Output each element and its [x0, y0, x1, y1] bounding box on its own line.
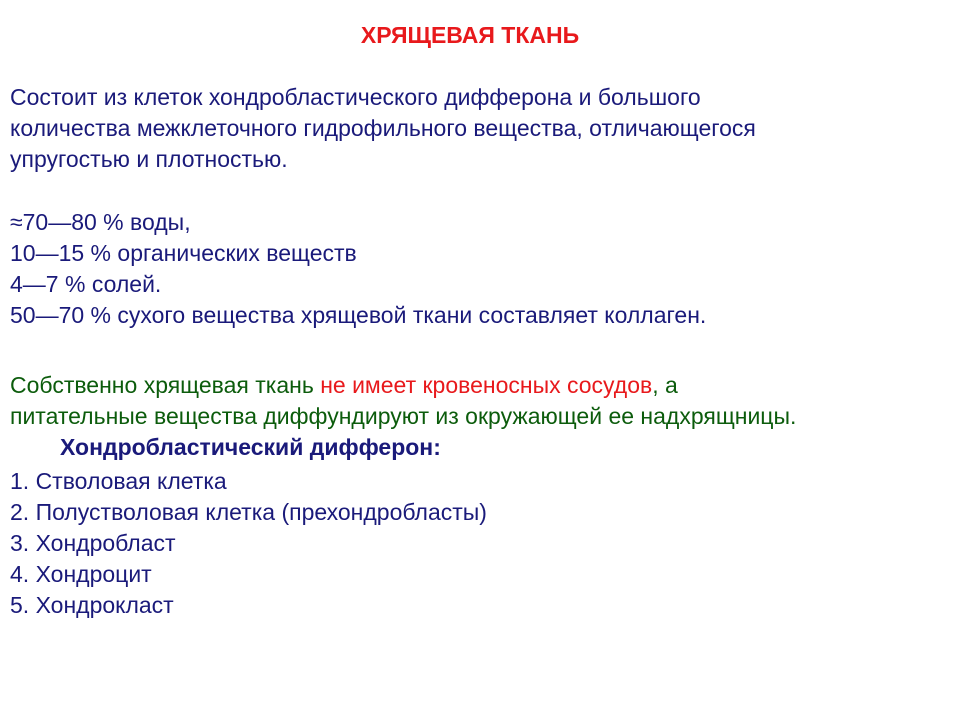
intro-paragraph [10, 82, 940, 175]
vascular-accent-text: не имеет кровеносных сосудов [320, 372, 653, 398]
list-item: 2. Полустволовая клетка (прехондробласты) [10, 499, 487, 525]
intro-line: Состоит из клеток хондробластического дифферона и большого [10, 84, 701, 110]
composition-collagen: 50—70 % сухого вещества хрящевой ткани составляет коллаген. [10, 302, 707, 328]
list-item: 1. Стволовая клетка [10, 468, 227, 494]
intro-line: количества межклеточного гидрофильного вещества, отличающегося [10, 115, 756, 141]
slide-title: ХРЯЩЕВАЯ ТКАНЬ [360, 22, 580, 48]
vascular-line-1 [10, 370, 940, 401]
composition-organic: 10—15 % органических веществ [10, 240, 357, 266]
intro-line: упругостью и плотностью. [10, 146, 288, 172]
differon-list [10, 466, 940, 621]
differon-heading: Хондробластический дифферон: [60, 434, 441, 460]
list-item: 5. Хондрокласт [10, 592, 174, 618]
composition-water: ≈70—80 % воды, [10, 209, 191, 235]
composition-list [10, 207, 940, 331]
vascular-text-end: , а [652, 372, 678, 398]
list-item: 3. Хондробласт [10, 530, 176, 556]
list-item: 4. Хондроцит [10, 561, 152, 587]
vascular-paragraph [10, 370, 940, 463]
composition-salts: 4—7 % солей. [10, 271, 162, 297]
vascular-text-start: Собственно хрящевая ткань [10, 372, 321, 398]
vascular-line-2: питательные вещества диффундируют из окружающей ее надхрящницы. [10, 403, 797, 429]
